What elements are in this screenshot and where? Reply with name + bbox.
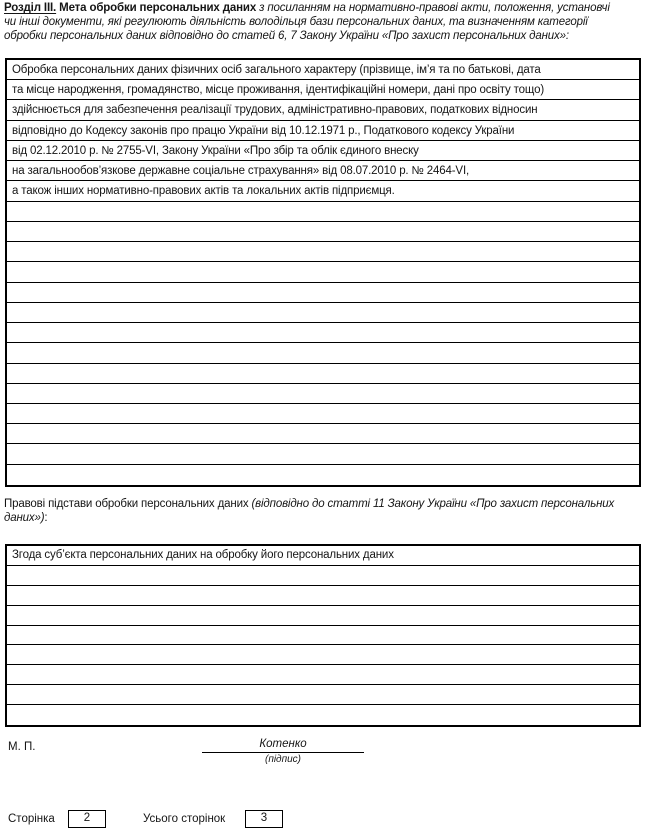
- purpose-table-row: [7, 262, 639, 282]
- header-line-3: обробки персональних даних відповідно до статей 6, 7 Закону України «Про захист персональних даних»:: [4, 29, 569, 42]
- purpose-table-row: здійснюється для забезпечення реалізації трудових, адміністративно-правових, податкових відносин: [7, 100, 639, 120]
- legal-basis-line-2: [4, 511, 614, 525]
- total-pages-box: 3: [245, 810, 283, 828]
- consent-table-row: [7, 606, 639, 626]
- purpose-table-row: [7, 202, 639, 222]
- consent-table-row: Згода суб’єкта персональних даних на обробку його персональних даних: [7, 546, 639, 566]
- purpose-table-row: від 02.12.2010 р. № 2755-VI, Закону України «Про збір та облік єдиного внеску: [7, 141, 639, 161]
- purpose-table-row: [7, 384, 639, 404]
- purpose-table-row: а також інших нормативно-правових актів та локальних актів підприємця.: [7, 181, 639, 201]
- purpose-table-row: на загальнообов’язкове державне соціальне страхування» від 08.07.2010 р. № 2464-VI,: [7, 161, 639, 181]
- signature-caption: (підпис): [265, 754, 301, 765]
- header-annotation-1: з посиланням на нормативно-правові акти, положення, установчі: [259, 2, 610, 14]
- header-line-1: [4, 2, 646, 16]
- total-pages-label: Усього сторінок: [143, 813, 226, 825]
- legal-basis-lead: Правові підстави обробки персональних даних: [4, 498, 252, 510]
- stamp-placeholder-label: М. П.: [8, 741, 36, 753]
- purpose-table-row: [7, 242, 639, 262]
- purpose-table-row: [7, 343, 639, 363]
- signature-block: [202, 737, 364, 766]
- legal-basis-paragraph: [4, 497, 614, 525]
- consent-table-row: [7, 626, 639, 646]
- legal-basis-colon: :: [44, 512, 48, 524]
- header-line-2: чи інші документи, які регулюють діяльність володільця бази персональних даних, та визначенням категорії: [4, 15, 588, 28]
- purpose-table-row: [7, 465, 639, 485]
- consent-table-row: [7, 685, 639, 705]
- legal-basis-line-1: [4, 497, 614, 511]
- purpose-table-row: та місце народження, громадянство, місце проживання, ідентифікаційні номери, дані про освіту тощо): [7, 80, 639, 100]
- purpose-table-row: [7, 424, 639, 444]
- signature-name: Котенко: [202, 737, 364, 753]
- consent-table-row: [7, 705, 639, 725]
- page-number-box: 2: [68, 810, 106, 828]
- page-number-label: Сторінка: [8, 813, 55, 825]
- purpose-table-row: [7, 323, 639, 343]
- purpose-table-row: [7, 404, 639, 424]
- section-label: Розділ III.: [4, 2, 57, 14]
- page-footer: [0, 809, 646, 831]
- purpose-table-row: Обробка персональних даних фізичних осіб загального характеру (прізвище, ім’я та по батькові, дата: [7, 60, 639, 80]
- consent-table-row: [7, 645, 639, 665]
- section-header: [4, 2, 646, 43]
- purpose-table-row: [7, 364, 639, 384]
- purpose-table-row: [7, 303, 639, 323]
- purpose-table-row: [7, 444, 639, 464]
- legal-basis-annotation-1: (відповідно до статті 11 Закону України «Про захист персональних: [251, 498, 615, 510]
- consent-table-row: [7, 586, 639, 606]
- purpose-table-row: [7, 283, 639, 303]
- consent-table: [5, 544, 641, 727]
- consent-table-row: [7, 665, 639, 685]
- section-title: Мета обробки персональних даних: [59, 2, 257, 14]
- purpose-table-row: відповідно до Кодексу законів про працю України від 10.12.1971 р., Податкового кодексу України: [7, 121, 639, 141]
- purpose-table: [5, 58, 641, 487]
- legal-basis-annotation-2: даних»): [4, 512, 45, 524]
- purpose-table-row: [7, 222, 639, 242]
- consent-table-row: [7, 566, 639, 586]
